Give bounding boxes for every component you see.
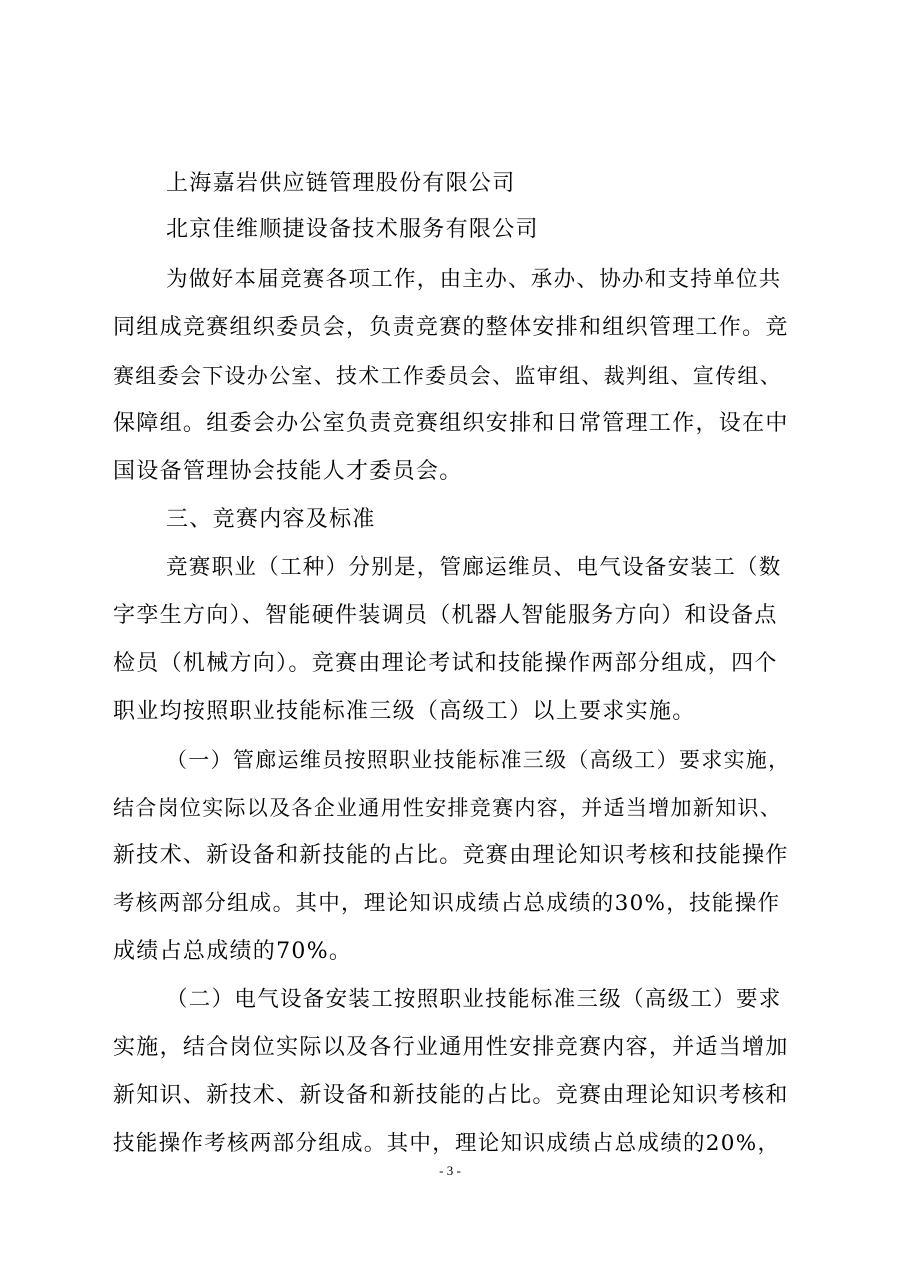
paragraph-line: 保障组。组委会办公室负责竞赛组织安排和日常管理工作，设在中 xyxy=(113,411,789,436)
paragraph-line: 检员（机械方向）。竞赛由理论考试和技能操作两部分组成，四个 xyxy=(113,651,778,676)
paragraph-line: 新知识、新技术、新设备和新技能的占比。竞赛由理论知识考核和 xyxy=(113,1083,789,1108)
paragraph-line: 考核两部分组成。其中，理论知识成绩占总成绩的30%，技能操作 xyxy=(113,891,781,916)
paragraph-line: （一）管廊运维员按照职业技能标准三级（高级工）要求实施， xyxy=(166,748,791,772)
paragraph-line: 竞赛职业（工种）分别是，管廊运维员、电气设备安装工（数 xyxy=(166,555,782,580)
section-heading: 三、竞赛内容及标准 xyxy=(166,507,376,532)
paragraph-line: 技能操作考核两部分组成。其中，理论知识成绩占总成绩的20%， xyxy=(113,1131,781,1156)
page-number: - 3 - xyxy=(439,1163,461,1178)
paragraph-line: 国设备管理协会技能人才委员会。 xyxy=(113,459,463,484)
org-line-shanghai-jiayan: 上海嘉岩供应链管理股份有限公司 xyxy=(166,171,516,196)
paragraph-line: 职业均按照职业技能标准三级（高级工）以上要求实施。 xyxy=(113,699,696,724)
org-line-beijing-jiawei: 北京佳维顺捷设备技术服务有限公司 xyxy=(166,217,539,242)
paragraph-line: 赛组委会下设办公室、技术工作委员会、监审组、裁判组、宣传组、 xyxy=(113,364,782,388)
paragraph-line: （二）电气设备安装工按照职业技能标准三级（高级工）要求 xyxy=(166,987,782,1012)
paragraph-line: 同组成竞赛组织委员会，负责竞赛的整体安排和组织管理工作。竞 xyxy=(113,315,789,340)
paragraph-line: 新技术、新设备和新技能的占比。竞赛由理论知识考核和技能操作 xyxy=(113,843,789,868)
paragraph-line: 为做好本届竞赛各项工作，由主办、承办、协办和支持单位共 xyxy=(166,267,782,292)
paragraph-line: 字孪生方向）、智能硬件装调员（机器人智能服务方向）和设备点 xyxy=(113,603,778,628)
paragraph-line: 成绩占总成绩的70%。 xyxy=(113,939,353,964)
paragraph-line: 实施，结合岗位实际以及各行业通用性安排竞赛内容，并适当增加 xyxy=(113,1035,789,1060)
paragraph-line: 结合岗位实际以及各企业通用性安排竞赛内容，并适当增加新知识、 xyxy=(113,796,782,820)
